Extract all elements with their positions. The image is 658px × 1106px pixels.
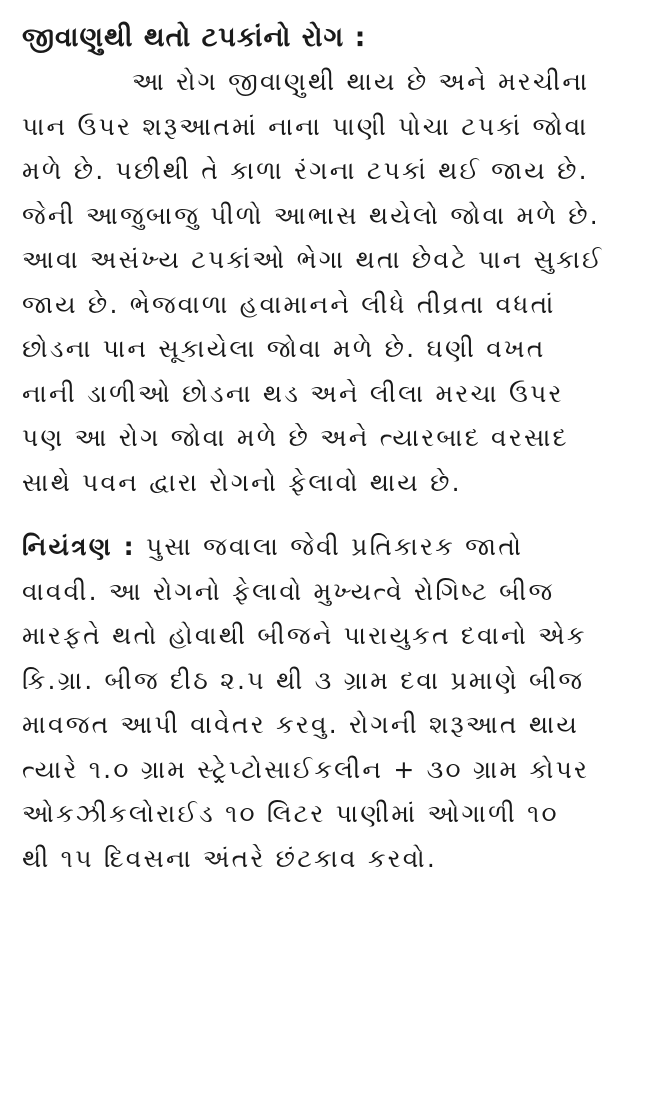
paragraph-line: કિ.ગ્રા. બીજ દીઠ ૨.૫ થી ૩ ગ્રામ દવા પ્રમાણે બીજ <box>22 665 585 695</box>
paragraph-gap <box>22 505 638 525</box>
paragraph-line: આ રોગ જીવાણુથી થાય છે અને મરચીના <box>132 67 590 96</box>
section-heading: જીવાણુથી થતો ટપકાંનો રોગ : <box>22 22 367 53</box>
paragraph-line: સાથે પવન દ્વારા રોગનો ફેલાવો થાય છે. <box>22 467 462 497</box>
paragraph-line: થી ૧૫ દિવસના અંતરે છંટકાવ કરવો. <box>22 843 437 873</box>
paragraph-line: આવા અસંખ્ય ટપકાંઓ ભેગા થતા છેવટે પાન સુકાઈ <box>22 245 604 274</box>
paragraph-line: છોડના પાન સૂકાયેલા જોવા મળે છે. ઘણી વખત <box>22 334 546 363</box>
control-label: નિયંત્રણ : <box>22 532 136 561</box>
paragraph-line: ઓકઝીકલોરાઈડ ૧૦ લિટર પાણીમાં ઓગાળી ૧૦ <box>22 799 559 828</box>
paragraph-line: પણ આ રોગ જોવા મળે છે અને ત્યારબાદ વરસાદ <box>22 423 569 452</box>
control-paragraph <box>22 525 638 881</box>
control-first-line-text: પુસા જવાલા જેવી પ્રતિકારક જાતો <box>145 532 524 561</box>
paragraph-line: જેની આજુબાજુ પીળો આભાસ થયેલો જોવા મળે છે. <box>22 200 600 230</box>
paragraph-line: માવજત આપી વાવેતર કરવુ. રોગની શરૂઆત થાય <box>22 710 580 739</box>
paragraph-line: વાવવી. આ રોગનો ફેલાવો મુખ્યત્વે રોગિષ્ટ બીજ <box>22 576 555 606</box>
paragraph-line: નાની ડાળીઓ છોડના થડ અને લીલા મરચા ઉપર <box>22 378 564 408</box>
paragraph-line: પાન ઉપર શરૂઆતમાં નાના પાણી પોચા ટપકાં જોવા <box>22 111 589 141</box>
control-first-line <box>22 525 638 570</box>
paragraph-line: મળે છે. પછીથી તે કાળા રંગના ટપકાં થઈ જાય છે. <box>22 156 589 185</box>
paragraph-line: ત્યારે ૧.૦ ગ્રામ સ્ટ્રેપ્ટોસાઈકલીન + ૩૦ ગ્રામ કોપર <box>22 754 590 784</box>
paragraph-line: મારફતે થતો હોવાથી બીજને પારાયુકત દવાનો એક <box>22 621 587 650</box>
paragraph-line: જાય છે. ભેજવાળા હવામાનને લીધે તીવ્રતા વધતાં <box>22 289 556 319</box>
disease-description-paragraph <box>22 60 638 505</box>
